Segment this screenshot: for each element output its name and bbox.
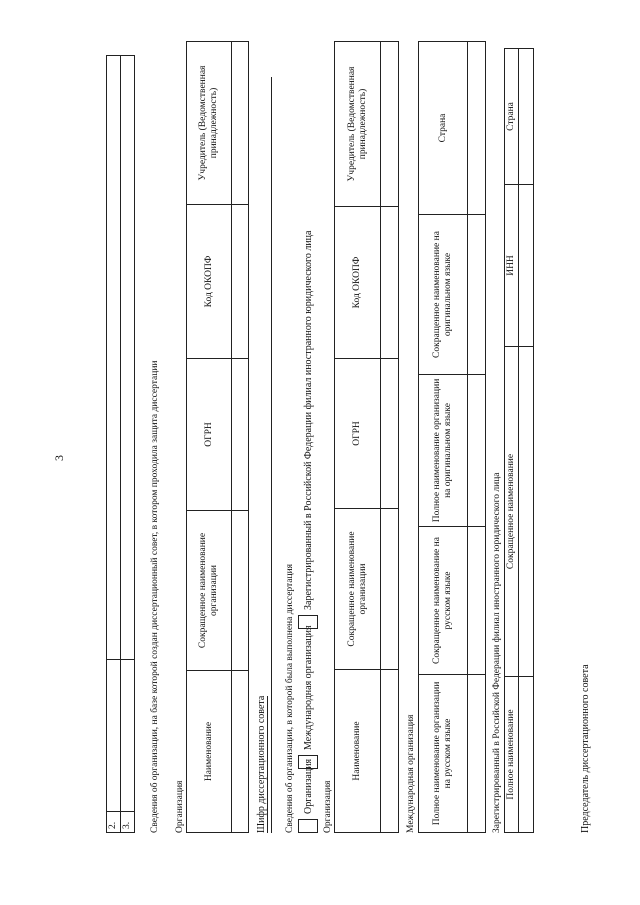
column-header: Наименование — [335, 670, 381, 833]
option-international-organization[interactable] — [298, 625, 318, 769]
international-organization-table — [418, 41, 486, 833]
list-item-value — [121, 56, 135, 660]
table-cell — [519, 185, 534, 347]
column-header: Сокращенное наименование на оригинальном языке — [419, 215, 468, 375]
section1-table — [186, 41, 249, 833]
table-cell — [381, 207, 399, 359]
column-header: Полное наименование организации на оригинальном языке — [419, 375, 468, 527]
table-cell — [468, 675, 486, 833]
option-label: Зарегистрированный в Российской Федерации филиал иностранного юридического лица — [302, 230, 314, 610]
column-header: Код ОКОПФ — [187, 205, 232, 359]
list-item-value — [121, 660, 135, 812]
numbered-list-table — [106, 55, 135, 833]
column-header: ОГРН — [187, 359, 232, 511]
intl-table-label: Международная организация — [406, 714, 416, 833]
table-cell — [519, 677, 534, 833]
page-number: 3 — [52, 455, 66, 461]
council-code-label: Шифр диссертационного совета — [256, 695, 267, 833]
table-cell — [232, 205, 249, 359]
section1-intro: Сведения об организации, на базе которой создан диссертационный совет, в котором проходила защита диссертации — [150, 360, 160, 833]
list-item-number: 2. — [107, 812, 121, 833]
column-header: Наименование — [187, 671, 232, 833]
column-header: Полное наименование организации на русском языке — [419, 675, 468, 833]
table-cell — [468, 527, 486, 675]
table-cell — [381, 509, 399, 670]
list-item-value — [107, 56, 121, 660]
council-code-line — [271, 77, 272, 833]
table-cell — [232, 42, 249, 205]
column-header: Полное наименование — [505, 677, 519, 833]
table-cell — [468, 42, 486, 215]
checkbox[interactable] — [298, 755, 318, 769]
column-header: Сокращенное наименование организации — [335, 509, 381, 670]
column-header: Страна — [505, 49, 519, 185]
column-header: Сокращенное наименование — [505, 347, 519, 677]
organization-table — [334, 41, 399, 833]
table-cell — [381, 670, 399, 833]
table-cell — [381, 359, 399, 509]
column-header: ИНН — [505, 185, 519, 347]
column-header: Учредитель (Ведомственная принадлежность) — [187, 42, 232, 205]
table-cell — [468, 375, 486, 527]
column-header: Учредитель (Ведомственная принадлежность) — [335, 42, 381, 207]
table-cell — [381, 42, 399, 207]
signature-label: Председатель диссертационного совета — [580, 664, 591, 833]
option-organization[interactable] — [298, 759, 318, 833]
column-header: Код ОКОПФ — [335, 207, 381, 359]
section1-label: Организация — [175, 780, 185, 833]
checkbox[interactable] — [298, 819, 318, 833]
branch-table-label: Зарегистрированный в Российской Федерации филиал иностранного юридического лица — [492, 472, 502, 833]
list-item-value — [107, 660, 121, 812]
section2-intro: Сведения об организации, в которой была выполнена диссертация — [285, 563, 295, 833]
table-cell — [232, 511, 249, 671]
foreign-branch-table — [504, 48, 534, 833]
column-header: Сокращенное наименование на русском языке — [419, 527, 468, 675]
checkbox[interactable] — [298, 615, 318, 629]
table-cell — [232, 671, 249, 833]
column-header: ОГРН — [335, 359, 381, 509]
list-item-number: 3. — [121, 812, 135, 833]
table-cell — [232, 359, 249, 511]
table-cell — [519, 49, 534, 185]
option-label: Организация — [302, 758, 314, 814]
table-cell — [468, 215, 486, 375]
column-header: Страна — [419, 42, 468, 215]
table-cell — [519, 347, 534, 677]
column-header: Сокращенное наименование организации — [187, 511, 232, 671]
org-table-label: Организация — [323, 780, 333, 833]
option-label: Международная организация — [302, 625, 314, 750]
option-foreign-branch[interactable] — [298, 231, 318, 629]
